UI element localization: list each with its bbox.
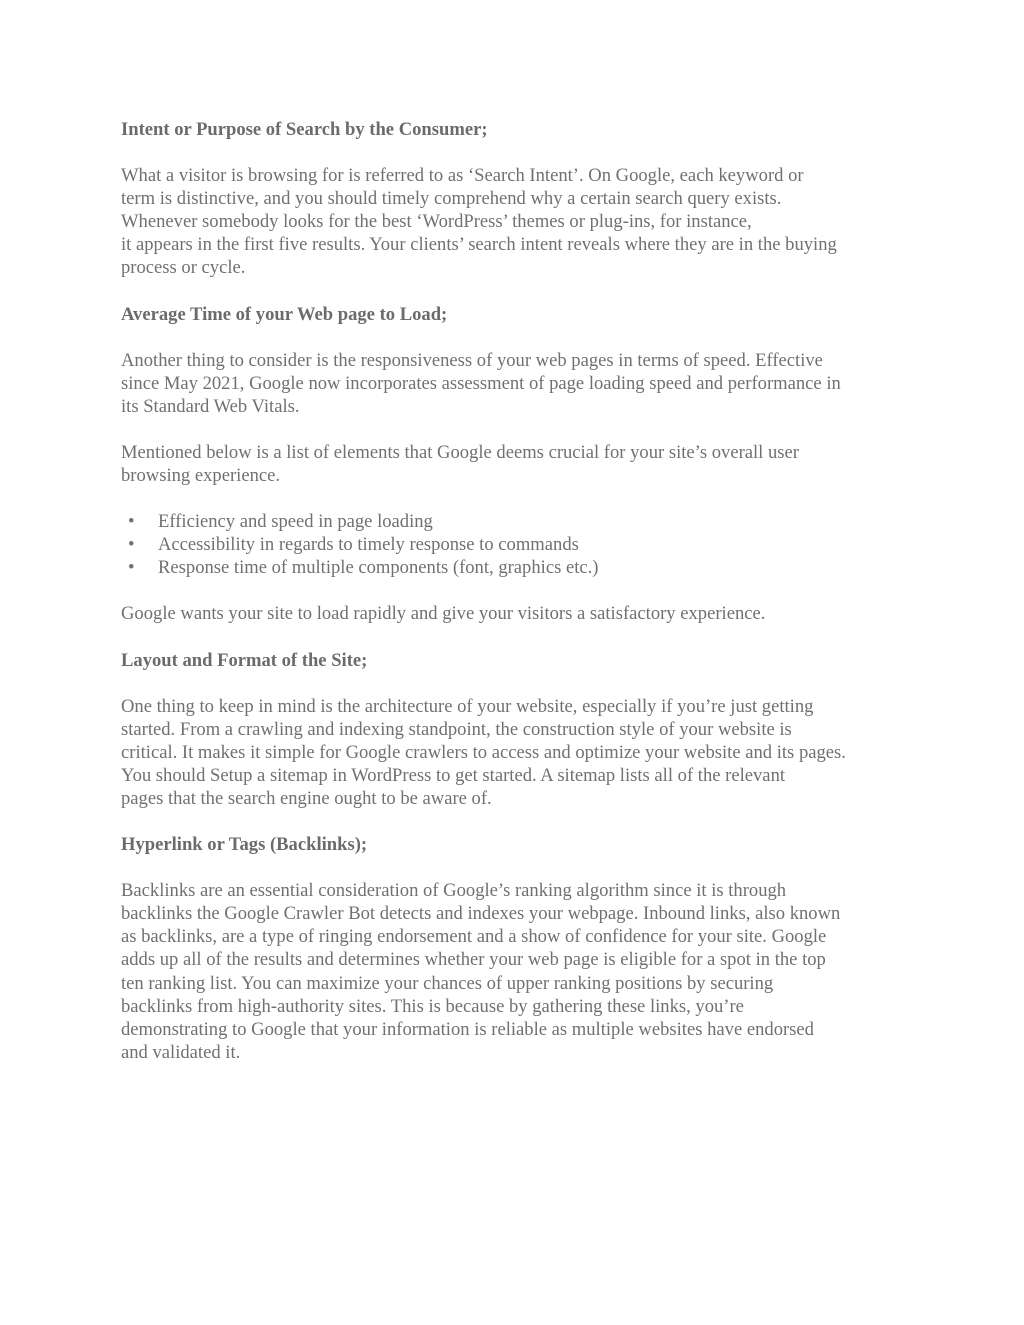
paragraph-line: its Standard Web Vitals. [121, 395, 300, 417]
spacer [121, 418, 911, 441]
paragraph-line: browsing experience. [121, 465, 281, 487]
spacer [121, 326, 911, 349]
paragraph [121, 695, 911, 810]
paragraph-line: started. From a crawling and indexing standpoint, the construction style of your website is [121, 718, 792, 740]
spacer [121, 626, 911, 649]
spacer [121, 280, 911, 303]
paragraph-line: process or cycle. [121, 257, 246, 279]
bullet-icon: • [128, 557, 135, 579]
section-heading: Layout and Format of the Site; [121, 649, 368, 671]
paragraph-line: demonstrating to Google that your information is reliable as multiple websites have endorsed [121, 1018, 814, 1040]
spacer [121, 810, 911, 833]
paragraph-line: pages that the search engine ought to be aware of. [121, 787, 492, 809]
paragraph-line: backlinks from high-authority sites. This is because by gathering these links, you’re [121, 995, 744, 1017]
paragraph-line: it appears in the first five results. Your clients’ search intent reveals where they are in the buying [121, 234, 837, 256]
paragraph [121, 164, 911, 279]
paragraph-line: term is distinctive, and you should timely comprehend why a certain search query exists. [121, 188, 782, 210]
list-item-text: Response time of multiple components (font, graphics etc.) [158, 557, 599, 579]
paragraph [121, 879, 911, 1064]
spacer [121, 487, 911, 510]
paragraph-line: ten ranking list. You can maximize your chances of upper ranking positions by securing [121, 972, 774, 994]
closing-paragraph: Google wants your site to load rapidly and give your visitors a satisfactory experience. [121, 603, 766, 625]
paragraph-line: as backlinks, are a type of ringing endorsement and a show of confidence for your site. Google [121, 926, 827, 948]
paragraph-line: Backlinks are an essential consideration of Google’s ranking algorithm since it is through [121, 880, 787, 902]
paragraph-line: What a visitor is browsing for is referred to as ‘Search Intent’. On Google, each keyword or [121, 165, 804, 187]
section-heading: Intent or Purpose of Search by the Consumer; [121, 119, 488, 140]
paragraph-line: Whenever somebody looks for the best ‘WordPress’ themes or plug-ins, for instance, [121, 211, 752, 233]
spacer [121, 579, 911, 602]
bullet-list [121, 510, 911, 579]
spacer [121, 141, 911, 164]
paragraph-line: Mentioned below is a list of elements that Google deems crucial for your site’s overall user [121, 441, 799, 463]
list-item-text: Efficiency and speed in page loading [158, 511, 433, 533]
spacer [121, 672, 911, 695]
section-heading: Hyperlink or Tags (Backlinks); [121, 834, 368, 856]
paragraph [121, 441, 911, 487]
bullet-icon: • [128, 534, 135, 556]
paragraph [121, 349, 911, 418]
paragraph-line: One thing to keep in mind is the architecture of your website, especially if you’re just getting [121, 695, 814, 717]
section-heading: Average Time of your Web page to Load; [121, 303, 448, 325]
paragraph-line: adds up all of the results and determines whether your web page is eligible for a spot in the top [121, 949, 826, 971]
list-item-text: Accessibility in regards to timely response to commands [158, 534, 579, 556]
list-item [121, 533, 911, 556]
paragraph-line: backlinks the Google Crawler Bot detects and indexes your webpage. Inbound links, also known [121, 903, 841, 925]
paragraph-line: critical. It makes it simple for Google crawlers to access and optimize your website and its pages. [121, 741, 846, 763]
document-page [121, 118, 911, 1064]
paragraph-line: You should Setup a sitemap in WordPress to get started. A sitemap lists all of the relevant [121, 764, 786, 786]
list-item [121, 510, 911, 533]
spacer [121, 856, 911, 879]
list-item [121, 556, 911, 579]
paragraph-line: Another thing to consider is the responsiveness of your web pages in terms of speed. Effective [121, 349, 823, 371]
bullet-icon: • [128, 511, 135, 533]
paragraph-line: since May 2021, Google now incorporates assessment of page loading speed and performance in [121, 372, 841, 394]
paragraph-line: and validated it. [121, 1041, 241, 1063]
